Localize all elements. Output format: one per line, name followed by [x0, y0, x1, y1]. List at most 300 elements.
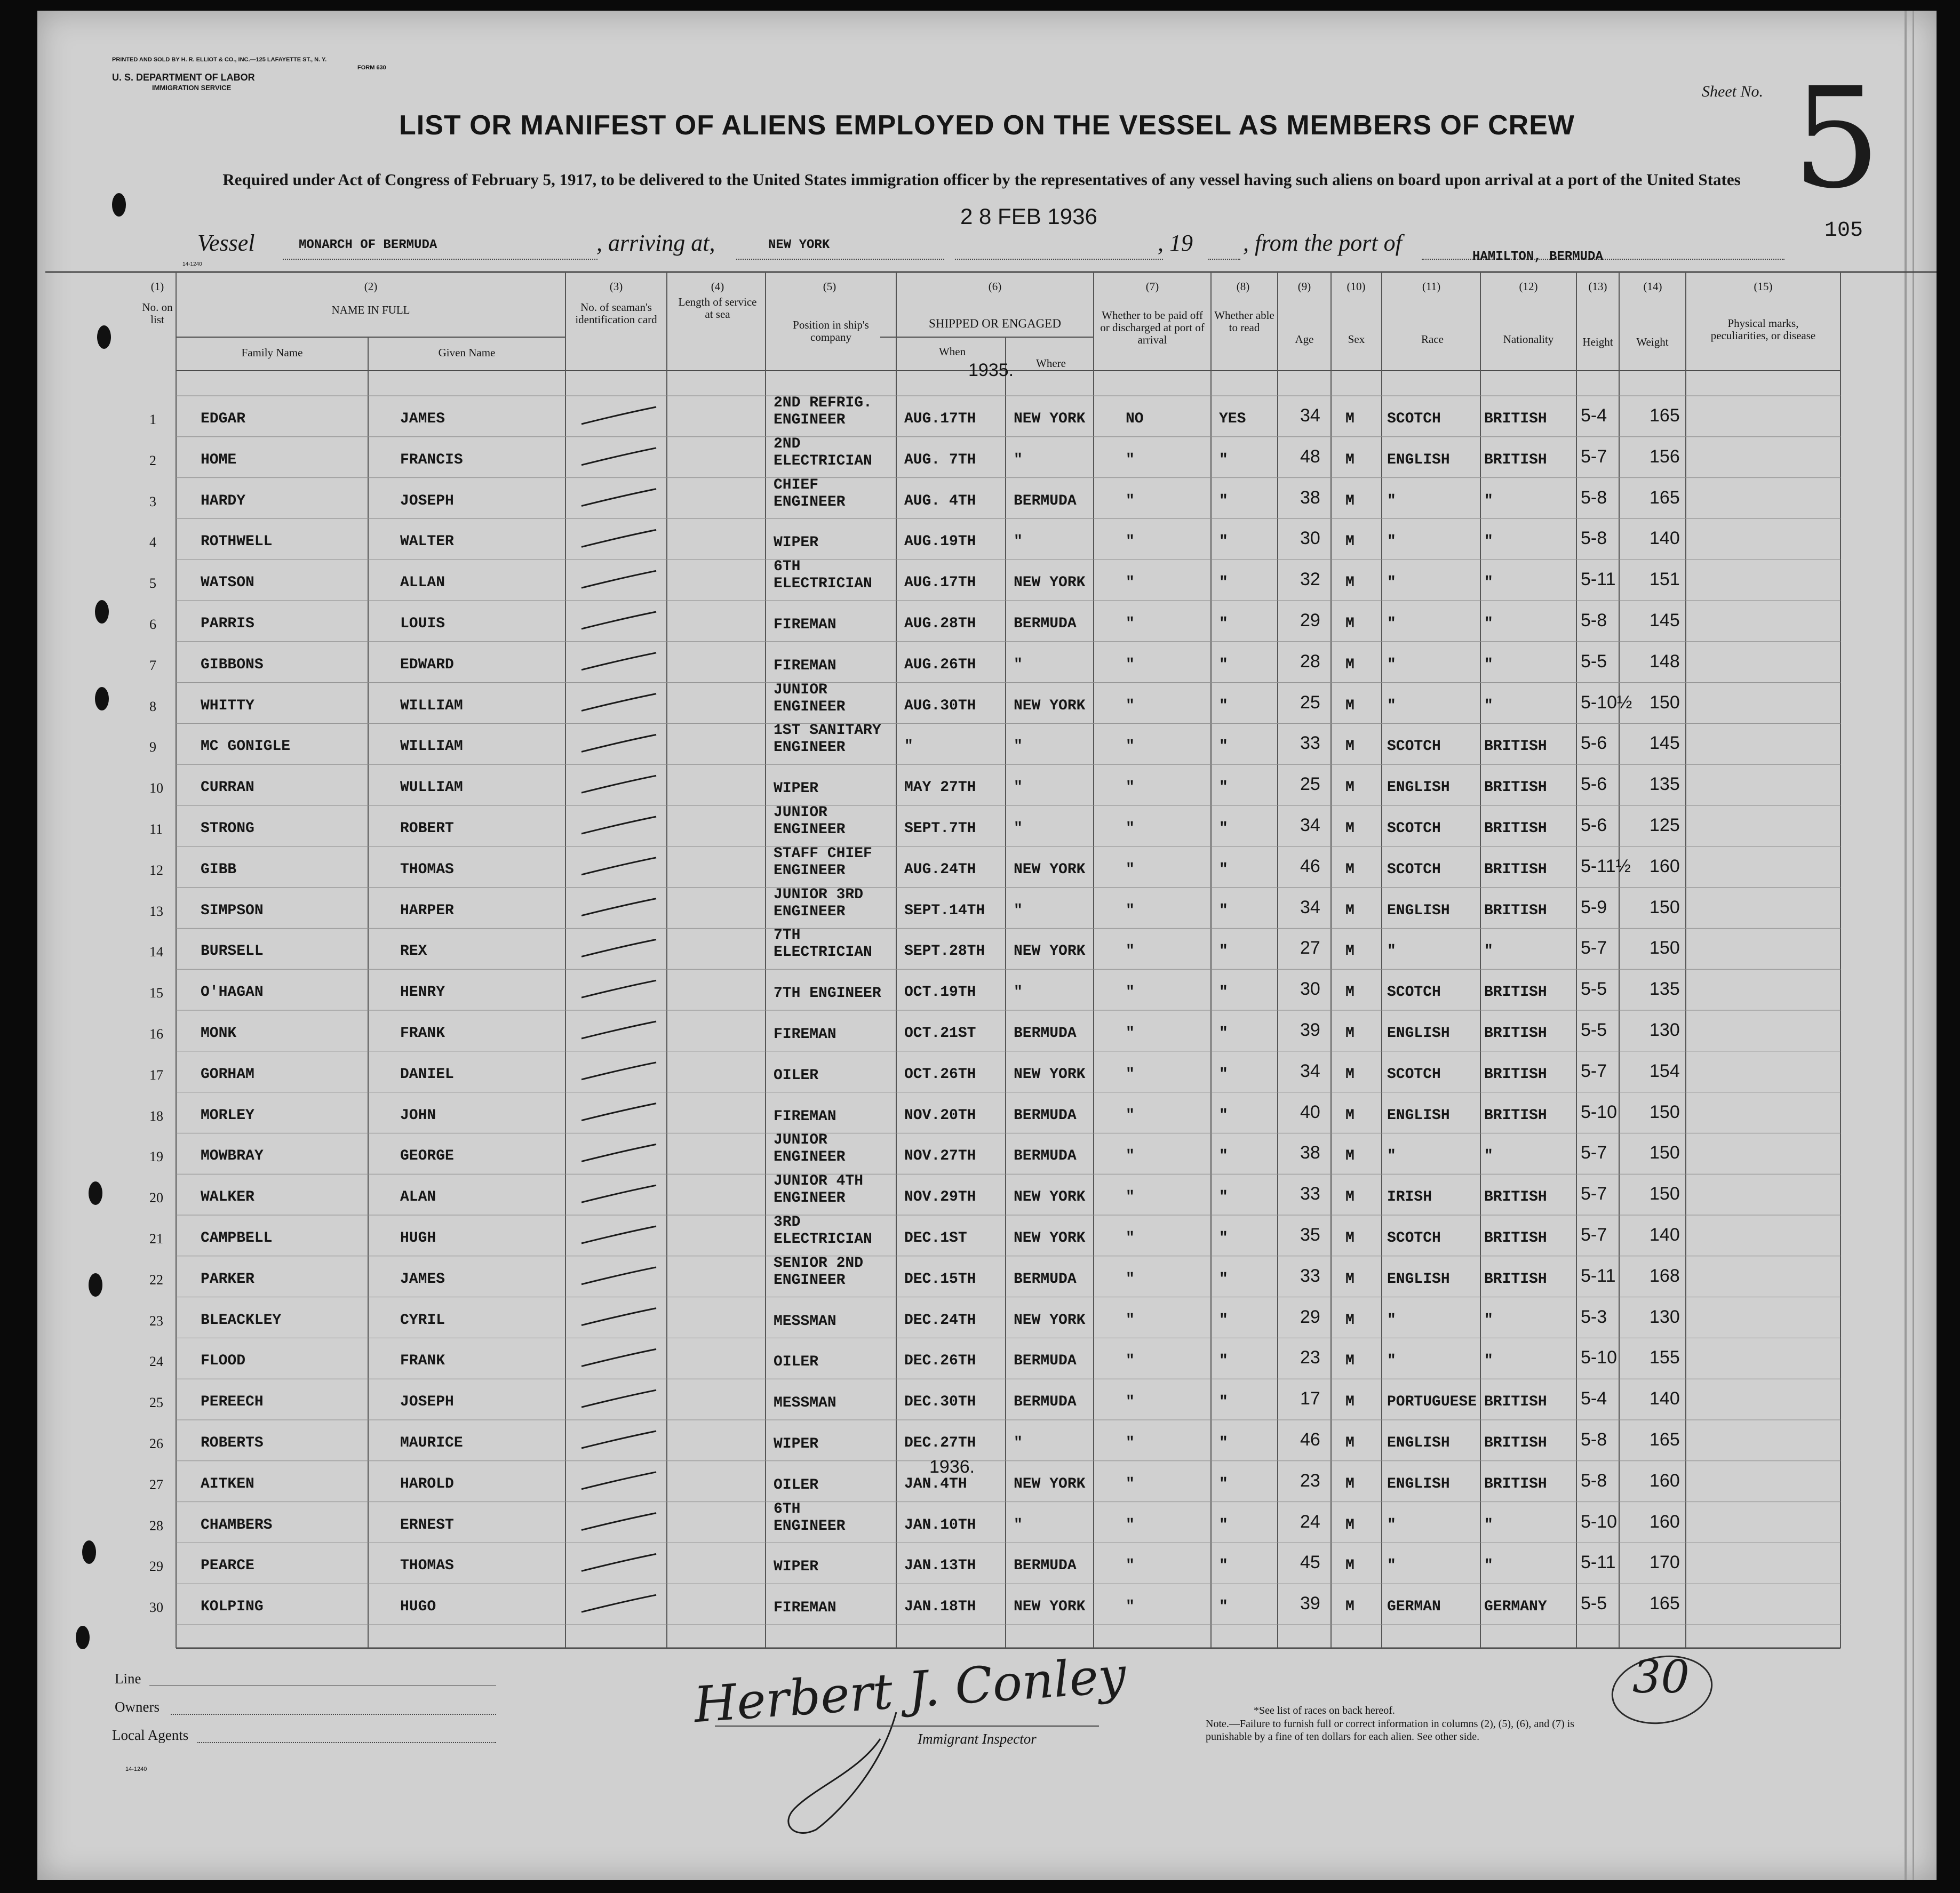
- given-name: THOMAS: [400, 1557, 454, 1575]
- table-row: [37, 1420, 1937, 1460]
- col7-header: Whether to be paid off or discharged at port of arrival: [1100, 309, 1205, 346]
- owners-field: [171, 1714, 496, 1715]
- family-name: MC GONIGLE: [201, 738, 291, 755]
- position-line-2: ELECTRICIAN: [774, 452, 872, 469]
- row-number: 8: [149, 698, 156, 714]
- age: 39: [1300, 1593, 1320, 1614]
- paid-off: ": [1126, 984, 1135, 1001]
- sex: M: [1345, 411, 1355, 427]
- shipped-where: BERMUDA: [1014, 1148, 1077, 1165]
- able-to-read: ": [1219, 738, 1228, 755]
- able-to-read: ": [1219, 902, 1228, 919]
- shipped-when: JAN.10TH: [904, 1516, 976, 1533]
- height: 5-10: [1581, 1347, 1618, 1368]
- race: PORTUGUESE: [1387, 1394, 1477, 1411]
- table-row: [37, 764, 1937, 805]
- height: 5-11: [1581, 1552, 1616, 1573]
- sex: M: [1345, 1394, 1355, 1411]
- col8-number: (8): [1236, 280, 1250, 293]
- race: ENGLISH: [1387, 1107, 1450, 1124]
- sex: M: [1345, 574, 1355, 592]
- col8-header: Whether able to read: [1214, 309, 1274, 334]
- position-line-2: ENGINEER: [774, 412, 846, 428]
- able-to-read: ": [1219, 1189, 1228, 1206]
- shipped-when: SEPT.14TH: [904, 902, 985, 919]
- age: 27: [1300, 938, 1320, 959]
- sex: M: [1345, 492, 1355, 509]
- col2-given-header: Given Name: [438, 346, 496, 359]
- paid-off: ": [1126, 1475, 1135, 1492]
- able-to-read: ": [1219, 1435, 1228, 1451]
- table-row: [37, 601, 1937, 641]
- able-to-read: ": [1219, 1230, 1228, 1247]
- paid-off: ": [1126, 1148, 1135, 1165]
- position-line-2: FIREMAN: [774, 657, 836, 674]
- race: ENGLISH: [1387, 451, 1450, 468]
- able-to-read: ": [1219, 1148, 1228, 1165]
- col13-header: Height: [1582, 336, 1613, 348]
- position-line-1: JUNIOR: [774, 681, 827, 698]
- shipped-where: NEW YORK: [1014, 1475, 1086, 1492]
- weight: 150: [1650, 897, 1680, 917]
- age: 34: [1300, 815, 1320, 835]
- races-note: *See list of races on back hereof.: [1254, 1705, 1395, 1716]
- nationality: BRITISH: [1484, 984, 1547, 1001]
- paid-off: ": [1126, 820, 1135, 837]
- table-row: [37, 846, 1937, 887]
- sex: M: [1345, 779, 1355, 796]
- sex: M: [1345, 984, 1355, 1001]
- race: ": [1387, 1148, 1396, 1165]
- age: 34: [1300, 1060, 1320, 1081]
- height: 5-7: [1581, 938, 1607, 959]
- paid-off: ": [1126, 492, 1135, 509]
- paid-off: ": [1126, 697, 1135, 714]
- shipped-when: OCT.19TH: [904, 984, 976, 1001]
- row-number: 29: [149, 1559, 163, 1575]
- shipped-when: ": [904, 738, 913, 755]
- shipped-when: AUG.17TH: [904, 411, 976, 427]
- shipped-where: BERMUDA: [1014, 1271, 1077, 1288]
- row-number: 15: [149, 985, 163, 1001]
- family-name: ROTHWELL: [201, 533, 273, 550]
- table-row: [37, 888, 1937, 928]
- weight: 150: [1650, 1143, 1680, 1163]
- service-name: IMMIGRATION SERVICE: [152, 84, 232, 92]
- shipped-when: AUG.19TH: [904, 533, 976, 550]
- race: SCOTCH: [1387, 984, 1441, 1001]
- weight: 150: [1650, 1101, 1680, 1122]
- able-to-read: ": [1219, 1271, 1228, 1288]
- weight: 170: [1650, 1552, 1680, 1573]
- age: 33: [1300, 1265, 1320, 1286]
- family-name: CHAMBERS: [201, 1516, 273, 1533]
- race: ": [1387, 1557, 1396, 1575]
- given-name: JAMES: [400, 411, 445, 427]
- position-line-1: 1ST SANITARY: [774, 722, 881, 739]
- paid-off: ": [1126, 656, 1135, 673]
- nationality: BRITISH: [1484, 820, 1547, 837]
- position-line-2: FIREMAN: [774, 1026, 836, 1043]
- given-name: WILLIAM: [400, 738, 463, 755]
- given-name: ALLAN: [400, 574, 445, 592]
- given-name: THOMAS: [400, 861, 454, 878]
- height: 5-10½: [1581, 692, 1632, 713]
- age: 33: [1300, 1184, 1320, 1204]
- given-name: ALAN: [400, 1189, 436, 1206]
- col6-header: SHIPPED OR ENGAGED: [929, 317, 1061, 330]
- row-number: 7: [149, 657, 156, 673]
- position-line-2: WIPER: [774, 1559, 819, 1576]
- row-number: 11: [149, 821, 163, 837]
- col7-number: (7): [1145, 280, 1159, 293]
- family-name: HOME: [201, 451, 237, 468]
- sex: M: [1345, 1230, 1355, 1247]
- nationality: BRITISH: [1484, 1394, 1547, 1411]
- family-name: WATSON: [201, 574, 254, 592]
- weight: 160: [1650, 1470, 1680, 1491]
- table-row: [37, 1543, 1937, 1583]
- family-name: MOWBRAY: [201, 1148, 264, 1165]
- nationality: BRITISH: [1484, 861, 1547, 878]
- position-line-2: ENGINEER: [774, 698, 846, 715]
- given-name: HENRY: [400, 984, 445, 1001]
- age: 46: [1300, 1429, 1320, 1450]
- col3-header: No. of seaman's identification card: [575, 301, 657, 326]
- position-line-1: CHIEF: [774, 476, 819, 493]
- position-line-2: ENGINEER: [774, 903, 846, 920]
- family-name: WALKER: [201, 1189, 254, 1206]
- table-row: [37, 1456, 1937, 1501]
- row-number: 14: [149, 944, 163, 960]
- family-name: GIBB: [201, 861, 237, 878]
- weight: 130: [1650, 1020, 1680, 1040]
- race: ENGLISH: [1387, 779, 1450, 796]
- table-row: [37, 805, 1937, 846]
- table-row: [37, 560, 1937, 600]
- col14-header: Weight: [1636, 336, 1669, 348]
- row-number: 1: [149, 412, 156, 427]
- sex: M: [1345, 1066, 1355, 1083]
- col4-number: (4): [711, 280, 724, 293]
- paid-off: ": [1126, 1107, 1135, 1124]
- shipped-where: NEW YORK: [1014, 1599, 1086, 1616]
- row-number: 30: [149, 1600, 163, 1616]
- paid-off: ": [1126, 1312, 1135, 1329]
- able-to-read: ": [1219, 943, 1228, 960]
- from-port: HAMILTON, BERMUDA: [1472, 250, 1603, 264]
- able-to-read: ": [1219, 861, 1228, 878]
- sex: M: [1345, 451, 1355, 468]
- age: 33: [1300, 733, 1320, 754]
- arrival-date-stamp: 2 8 FEB 1936: [960, 204, 1097, 229]
- position-line-2: OILER: [774, 1067, 819, 1084]
- shipped-when: SEPT.28TH: [904, 943, 985, 960]
- weight: 140: [1650, 1225, 1680, 1245]
- height: 5-8: [1581, 1429, 1607, 1450]
- col12-header: Nationality: [1503, 333, 1554, 346]
- shipped-where: ": [1014, 1516, 1023, 1533]
- paid-off: ": [1126, 1230, 1135, 1247]
- sex: M: [1345, 1148, 1355, 1165]
- sex: M: [1345, 1107, 1355, 1124]
- sex: M: [1345, 738, 1355, 755]
- able-to-read: ": [1219, 1312, 1228, 1329]
- table-row: [37, 1133, 1937, 1173]
- able-to-read: ": [1219, 697, 1228, 714]
- race: ": [1387, 533, 1396, 550]
- nationality: ": [1484, 492, 1493, 509]
- able-to-read: ": [1219, 533, 1228, 550]
- paid-off: NO: [1126, 411, 1144, 427]
- given-name: EDWARD: [400, 656, 454, 673]
- age: 25: [1300, 692, 1320, 713]
- form-code-bottom: 14-1240: [125, 1766, 147, 1772]
- col15-number: (15): [1754, 280, 1773, 293]
- given-name: REX: [400, 943, 427, 960]
- given-name: MAURICE: [400, 1435, 463, 1451]
- family-name: ROBERTS: [201, 1435, 264, 1451]
- given-name: GEORGE: [400, 1148, 454, 1165]
- owners-label: Owners: [115, 1699, 160, 1715]
- row-number: 6: [149, 617, 156, 632]
- race: ": [1387, 1312, 1396, 1329]
- col14-number: (14): [1643, 280, 1662, 293]
- table-row: [37, 969, 1937, 1010]
- height: 5-7: [1581, 1060, 1607, 1081]
- shipped-when: JAN.4TH: [904, 1475, 967, 1492]
- position-line-2: FIREMAN: [774, 617, 836, 633]
- weight: 148: [1650, 651, 1680, 672]
- height: 5-6: [1581, 815, 1607, 835]
- row-number: 21: [149, 1231, 163, 1247]
- family-name: STRONG: [201, 820, 254, 837]
- col9-number: (9): [1297, 280, 1311, 293]
- race: ": [1387, 943, 1396, 960]
- shipped-when: DEC.27TH: [904, 1435, 976, 1451]
- table-row: [37, 928, 1937, 969]
- shipped-where: BERMUDA: [1014, 1394, 1077, 1411]
- age: 35: [1300, 1225, 1320, 1245]
- height: 5-10: [1581, 1101, 1618, 1122]
- row-number: 20: [149, 1190, 163, 1206]
- col11-number: (11): [1422, 280, 1441, 293]
- height: 5-8: [1581, 528, 1607, 549]
- row-number: 26: [149, 1436, 163, 1451]
- able-to-read: YES: [1219, 411, 1246, 427]
- inspector-signature: Herbert J. Conley: [692, 1646, 1128, 1734]
- height: 5-5: [1581, 651, 1607, 672]
- height: 5-11: [1581, 1265, 1616, 1286]
- shipped-when: NOV.29TH: [904, 1189, 976, 1206]
- sex: M: [1345, 697, 1355, 714]
- arriving-port: NEW YORK: [768, 238, 830, 252]
- row-number: 28: [149, 1517, 163, 1533]
- nationality: BRITISH: [1484, 1435, 1547, 1451]
- col10-header: Sex: [1348, 333, 1365, 346]
- position-line-2: WIPER: [774, 780, 819, 797]
- able-to-read: ": [1219, 1025, 1228, 1042]
- position-line-1: 3RD: [774, 1214, 801, 1231]
- height: 5-8: [1581, 1470, 1607, 1491]
- nationality: ": [1484, 943, 1493, 960]
- shipped-when: AUG.17TH: [904, 574, 976, 592]
- table-row: [37, 1379, 1937, 1419]
- nationality: ": [1484, 1148, 1493, 1165]
- shipped-when: DEC.24TH: [904, 1312, 976, 1329]
- race: SCOTCH: [1387, 861, 1441, 878]
- shipped-where: BERMUDA: [1014, 1557, 1077, 1575]
- col9-header: Age: [1295, 333, 1314, 346]
- position-line-1: JUNIOR 4TH: [774, 1173, 864, 1190]
- nationality: ": [1484, 574, 1493, 592]
- nationality: BRITISH: [1484, 738, 1547, 755]
- sex: M: [1345, 1557, 1355, 1575]
- paid-off: ": [1126, 861, 1135, 878]
- paid-off: ": [1126, 902, 1135, 919]
- table-row: [37, 1256, 1937, 1297]
- age: 40: [1300, 1101, 1320, 1122]
- nationality: ": [1484, 1312, 1493, 1329]
- col4-header: Length of service at sea: [678, 295, 757, 321]
- height: 5-5: [1581, 1593, 1607, 1614]
- table-row: [37, 642, 1937, 682]
- table-row: [37, 1502, 1937, 1543]
- race: ": [1387, 1353, 1396, 1370]
- shipped-when: AUG.26TH: [904, 656, 976, 673]
- race: ": [1387, 656, 1396, 673]
- table-row: [37, 1338, 1937, 1378]
- able-to-read: ": [1219, 1107, 1228, 1124]
- weight: 156: [1650, 446, 1680, 467]
- height: 5-5: [1581, 1020, 1607, 1040]
- height: 5-4: [1581, 405, 1607, 426]
- sex: M: [1345, 1271, 1355, 1288]
- given-name: JOSEPH: [400, 492, 454, 509]
- sex: M: [1345, 1599, 1355, 1616]
- race: ": [1387, 492, 1396, 509]
- shipped-where: NEW YORK: [1014, 1066, 1086, 1083]
- paid-off: ": [1126, 1271, 1135, 1288]
- shipped-when: OCT.26TH: [904, 1066, 976, 1083]
- sex: M: [1345, 1516, 1355, 1533]
- col1-header: No. on list: [142, 301, 173, 326]
- given-name: LOUIS: [400, 616, 445, 632]
- race: ENGLISH: [1387, 1271, 1450, 1288]
- position-line-1: 6TH: [774, 1500, 801, 1517]
- race: SCOTCH: [1387, 820, 1441, 837]
- shipped-where: NEW YORK: [1014, 574, 1086, 592]
- height: 5-9: [1581, 897, 1607, 917]
- paid-off: ": [1126, 1066, 1135, 1083]
- given-name: JOSEPH: [400, 1394, 454, 1411]
- weight: 135: [1650, 979, 1680, 1000]
- able-to-read: ": [1219, 1394, 1228, 1411]
- table-row: [37, 478, 1937, 518]
- family-name: MORLEY: [201, 1107, 254, 1124]
- weight: 155: [1650, 1347, 1680, 1368]
- col10-number: (10): [1346, 280, 1366, 293]
- printer-imprint: PRINTED AND SOLD BY H. R. ELLIOT & CO., INC.—125 LAFAYETTE ST., N. Y.: [112, 57, 327, 63]
- shipped-when: AUG. 4TH: [904, 492, 976, 509]
- given-name: WULLIAM: [400, 779, 463, 796]
- race: SCOTCH: [1387, 738, 1441, 755]
- able-to-read: ": [1219, 1066, 1228, 1083]
- race: GERMAN: [1387, 1599, 1441, 1616]
- age: 46: [1300, 856, 1320, 876]
- family-name: PARKER: [201, 1271, 254, 1288]
- paid-off: ": [1126, 943, 1135, 960]
- race: SCOTCH: [1387, 1230, 1441, 1247]
- height: 5-3: [1581, 1306, 1607, 1327]
- local-agents-field: [197, 1742, 496, 1743]
- paid-off: ": [1126, 616, 1135, 632]
- shipped-when: SEPT.7TH: [904, 820, 976, 837]
- shipped-where: ": [1014, 820, 1023, 837]
- row-number: 3: [149, 493, 156, 509]
- able-to-read: ": [1219, 1516, 1228, 1533]
- family-name: SIMPSON: [201, 902, 264, 919]
- sex: M: [1345, 616, 1355, 632]
- family-name: EDGAR: [201, 411, 246, 427]
- col3-number: (3): [609, 280, 623, 293]
- given-name: WALTER: [400, 533, 454, 550]
- nationality: BRITISH: [1484, 1189, 1547, 1206]
- nationality: BRITISH: [1484, 411, 1547, 427]
- age: 29: [1300, 1306, 1320, 1327]
- paid-off: ": [1126, 1516, 1135, 1533]
- position-line-1: SENIOR 2ND: [774, 1255, 864, 1272]
- able-to-read: ": [1219, 1475, 1228, 1492]
- paid-off: ": [1126, 1353, 1135, 1370]
- height: 5-11: [1581, 569, 1616, 590]
- sex: M: [1345, 1475, 1355, 1492]
- shipped-when: NOV.27TH: [904, 1148, 976, 1165]
- shipped-where: ": [1014, 533, 1023, 550]
- weight: 135: [1650, 774, 1680, 795]
- table-row: [37, 1010, 1937, 1051]
- shipped-where: NEW YORK: [1014, 1230, 1086, 1247]
- shipped-where: NEW YORK: [1014, 411, 1086, 427]
- height: 5-8: [1581, 487, 1607, 508]
- able-to-read: ": [1219, 1557, 1228, 1575]
- paid-off: ": [1126, 738, 1135, 755]
- from-port-label: , from the port of: [1243, 230, 1402, 256]
- race: ENGLISH: [1387, 1475, 1450, 1492]
- penalty-note: Note.—Failure to furnish full or correct information in columns (2), (5), (6), and (7) is punishable by a fine of ten dollars for each alien. See other side.: [1206, 1718, 1574, 1743]
- height: 5-4: [1581, 1388, 1607, 1409]
- position-line-2: ENGINEER: [774, 493, 846, 510]
- col2-family-header: Family Name: [241, 346, 303, 359]
- age: 24: [1300, 1511, 1320, 1532]
- paid-off: ": [1126, 779, 1135, 796]
- age: 23: [1300, 1470, 1320, 1491]
- sex: M: [1345, 1025, 1355, 1042]
- weight: 165: [1650, 487, 1680, 508]
- height: 5-6: [1581, 733, 1607, 754]
- able-to-read: ": [1219, 1599, 1228, 1616]
- row-number: 22: [149, 1272, 163, 1288]
- family-name: FLOOD: [201, 1353, 246, 1370]
- given-name: HUGH: [400, 1230, 436, 1247]
- age: 38: [1300, 487, 1320, 508]
- position-line-2: OILER: [774, 1476, 819, 1493]
- position-line-2: ENGINEER: [774, 1272, 846, 1289]
- race: ENGLISH: [1387, 1025, 1450, 1042]
- weight: 130: [1650, 1306, 1680, 1327]
- age: 38: [1300, 1143, 1320, 1163]
- shipped-when: AUG. 7TH: [904, 451, 976, 468]
